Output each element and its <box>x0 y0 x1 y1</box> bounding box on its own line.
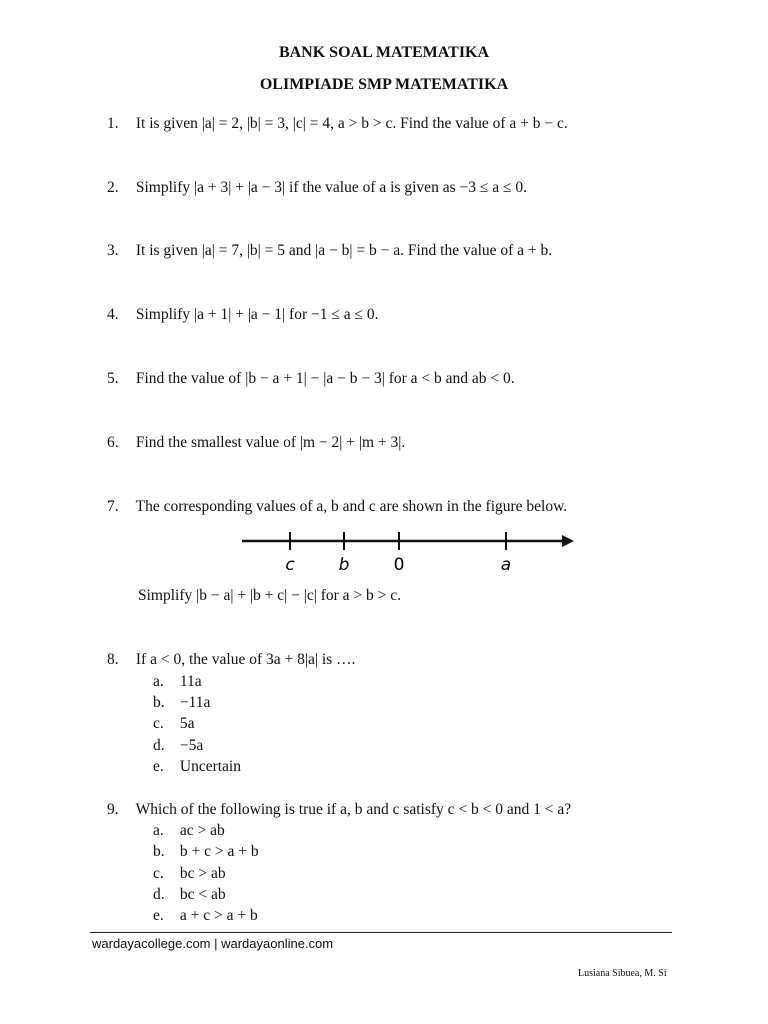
question-number: 4. <box>107 306 119 323</box>
arrow-right-icon <box>562 535 574 547</box>
question-3 <box>107 242 552 260</box>
option-item <box>153 886 226 904</box>
option-letter: d. <box>153 886 165 903</box>
question-number: 6. <box>107 434 119 451</box>
option-item <box>153 694 210 712</box>
question-number: 8. <box>107 651 119 668</box>
label-c: c <box>285 555 295 575</box>
footer-author: Lusiana Sibuea, M. Si <box>578 968 667 979</box>
question-number: 5. <box>107 370 119 387</box>
option-letter: a. <box>153 822 164 839</box>
option-text: 5a <box>179 715 195 732</box>
option-item <box>153 673 202 691</box>
question-number: 9. <box>107 801 119 818</box>
option-text: 11a <box>179 673 202 690</box>
option-letter: e. <box>153 907 164 924</box>
question-8 <box>107 651 355 669</box>
page-subtitle: OLIMPIADE SMP MATEMATIKA <box>259 76 509 93</box>
question-number: 2. <box>107 179 119 196</box>
question-text: Simplify |a + 1| + |a − 1| for −1 ≤ a ≤ 0. <box>135 306 379 323</box>
question-text: It is given |a| = 7, |b| = 5 and |a − b| = b − a. Find the value of a + b. <box>135 242 553 259</box>
question-4 <box>107 306 379 324</box>
option-item <box>153 865 226 883</box>
question-number: 3. <box>107 242 119 259</box>
option-letter: d. <box>153 737 165 754</box>
option-item <box>153 822 225 840</box>
question-text: Find the smallest value of |m − 2| + |m + 3|. <box>135 434 406 451</box>
option-text: b + c > a + b <box>179 843 259 860</box>
option-letter: b. <box>153 694 165 711</box>
question-9 <box>107 801 571 819</box>
question-number: 1. <box>107 115 119 132</box>
option-letter: b. <box>153 843 165 860</box>
question-text: If a < 0, the value of 3a + 8|a| is …. <box>135 651 356 668</box>
option-text: −11a <box>179 694 211 711</box>
page-title: BANK SOAL MATEMATIKA <box>278 44 490 61</box>
question-7-followup: Simplify |b − a| + |b + c| − |c| for a > b > c. <box>138 587 402 604</box>
question-text: Find the value of |b − a + 1| − |a − b − 3| for a < b and ab < 0. <box>135 370 515 387</box>
option-letter: a. <box>153 673 164 690</box>
question-text: The corresponding values of a, b and c are shown in the figure below. <box>135 498 568 515</box>
question-number: 7. <box>107 498 119 515</box>
label-b: b <box>338 555 350 575</box>
option-item <box>153 843 259 861</box>
option-letter: c. <box>153 865 164 882</box>
footer-sites: wardayacollege.com | wardayaonline.com <box>92 936 334 951</box>
label-zero: 0 <box>393 555 405 575</box>
question-text: Which of the following is true if a, b and c satisfy c < b < 0 and 1 < a? <box>135 801 572 818</box>
option-text: −5a <box>179 737 204 754</box>
option-item <box>153 758 241 776</box>
option-letter: e. <box>153 758 164 775</box>
option-item <box>153 737 203 755</box>
question-text: It is given |a| = 2, |b| = 3, |c| = 4, a > b > c. Find the value of a + b − c. <box>135 115 568 132</box>
option-letter: c. <box>153 715 164 732</box>
option-text: bc > ab <box>179 865 226 882</box>
label-a: a <box>500 555 512 575</box>
option-text: ac > ab <box>179 822 225 839</box>
option-text: bc < ab <box>179 886 226 903</box>
question-7 <box>107 498 567 516</box>
question-6 <box>107 434 405 452</box>
footer-divider <box>90 932 672 933</box>
option-text: Uncertain <box>179 758 241 775</box>
number-line-figure <box>236 526 576 578</box>
option-item <box>153 715 195 733</box>
question-1 <box>107 115 568 133</box>
option-text: a + c > a + b <box>179 907 258 924</box>
option-item <box>153 907 258 925</box>
question-5 <box>107 370 515 388</box>
question-text: Simplify |a + 3| + |a − 3| if the value of a is given as −3 ≤ a ≤ 0. <box>135 179 527 196</box>
question-2 <box>107 179 527 197</box>
